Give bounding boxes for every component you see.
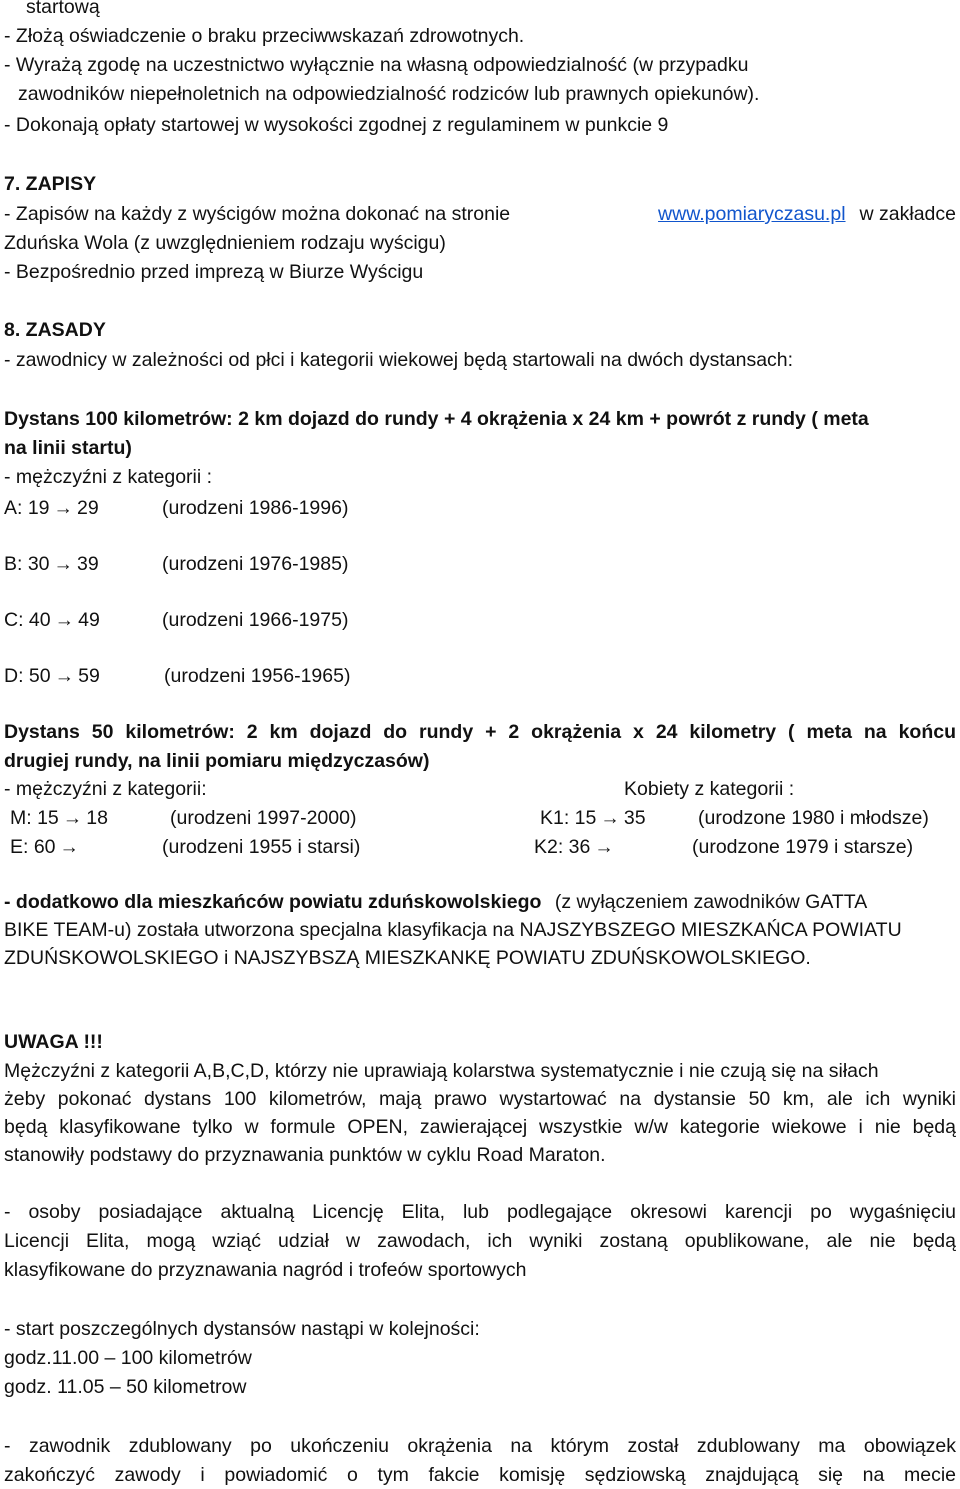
category-m-label: M: 15 — [10, 807, 59, 829]
dystans-100-line-2: na linii startu) — [4, 437, 132, 459]
extra-classification-line-2: BIKE TEAM-u) została utworzona specjalna klasyfikacja na NAJSZYBSZEGO MIESZKAŃCA POWIATU — [4, 919, 902, 941]
category-a-to: 29 — [77, 497, 99, 519]
category-e-label: E: 60 — [10, 836, 56, 858]
extra-classification-bold: - dodatkowo dla mieszkańców powiatu zduńskowolskiego — [4, 891, 542, 913]
intro-line-2: - Wyrażą zgodę na uczestnictwo wyłącznie na własną odpowiedzialność (w przypadku — [4, 54, 749, 76]
arrow-right-icon: → — [62, 807, 83, 829]
zasady-heading: 8. ZASADY — [4, 319, 106, 341]
dystans-100-line-1: Dystans 100 kilometrów: 2 km dojazd do rundy + 4 okrążenia x 24 km + powrót z rundy ( meta — [4, 408, 869, 430]
dystans-50-line-1: Dystans 50 kilometrów: 2 km dojazd do rundy + 2 okrążenia x 24 kilometry ( meta na końcu — [4, 721, 956, 743]
zapisy-line-1-after: w zakładce — [859, 203, 956, 225]
lapped-rider-line-1: - zawodnik zdublowany po ukończeniu okrążenia na którym został zdublowany ma obowiązek — [4, 1435, 956, 1457]
category-m-to: 18 — [86, 807, 108, 829]
category-c-row — [4, 606, 956, 634]
category-d-to: 59 — [78, 665, 100, 687]
uwaga-p1-line-3: będą klasyfikowane tylko w formule OPEN, zawierającej wszystkie w/w kategorie wiekowe i nie będą — [4, 1116, 956, 1138]
category-b-years: (urodzeni 1976-1985) — [162, 553, 349, 575]
category-k2-label: K2: 36 — [534, 836, 591, 858]
men-categories-label-2: - mężczyźni z kategorii: — [4, 778, 207, 800]
arrow-right-icon: → — [54, 609, 75, 631]
intro-line-3: zawodników niepełnoletnich na odpowiedzialność rodziców lub prawnych opiekunów). — [18, 83, 760, 105]
category-e-k2-row — [4, 833, 956, 861]
category-k2 — [534, 833, 618, 861]
lapped-rider-line-2: zakończyć zawody i powiadomić o tym fakcie komisję sędziowską znajdującą się na mecie — [4, 1464, 956, 1486]
uwaga-p1-line-2: żeby pokonać dystans 100 kilometrów, mają prawo wystartować na dystansie 50 km, ale ich wyniki — [4, 1088, 956, 1110]
pomiaryczasu-link[interactable]: www.pomiaryczasu.pl — [658, 203, 846, 225]
start-order-line-2: godz.11.00 – 100 kilometrów — [4, 1347, 252, 1369]
category-b-to: 39 — [77, 553, 99, 575]
arrow-right-icon: → — [59, 836, 80, 858]
categories-header-row — [4, 775, 956, 803]
men-categories-label: - mężczyźni z kategorii : — [4, 466, 213, 488]
uwaga-p2-line-1: - osoby posiadające aktualną Licencję Elita, lub podlegające okresowi karencji po wygaśnięciu — [4, 1201, 956, 1223]
category-d-label: D: 50 — [4, 665, 51, 687]
category-k1 — [540, 804, 646, 832]
arrow-right-icon: → — [600, 807, 620, 829]
category-c-years: (urodzeni 1966-1975) — [162, 609, 349, 631]
zapisy-heading: 7. ZAPISY — [4, 173, 97, 195]
category-a-years: (urodzeni 1986-1996) — [162, 497, 349, 519]
intro-line-4: - Dokonają opłaty startowej w wysokości zgodnej z regulaminem w punkcie 9 — [4, 114, 669, 136]
zapisy-line-1 — [4, 200, 956, 228]
uwaga-p2-line-2: Licencji Elita, mogą wziąć udział w zawodach, ich wyniki zostaną opublikowane, ale nie będą — [4, 1230, 956, 1252]
category-k1-label: K1: 15 — [540, 807, 597, 829]
uwaga-p1-line-4: stanowiły podstawy do przyznawania punktów w cyklu Road Maraton. — [4, 1144, 606, 1166]
category-c-to: 49 — [78, 609, 100, 631]
category-d-years: (urodzeni 1956-1965) — [164, 665, 351, 687]
arrow-right-icon: → — [594, 836, 614, 858]
category-k2-years: (urodzone 1979 i starsze) — [692, 836, 914, 858]
category-m-years: (urodzeni 1997-2000) — [170, 807, 357, 829]
zapisy-line-1-end — [658, 200, 956, 228]
uwaga-p1-line-1: Mężczyźni z kategorii A,B,C,D, którzy nie uprawiają kolarstwa systematycznie i nie czują się na siłach — [4, 1060, 879, 1082]
extra-classification-rest: (z wyłączeniem zawodników GATTA — [554, 891, 868, 913]
zapisy-line-1-start: - Zapisów na każdy z wyścigów można dokonać na stronie — [4, 203, 511, 225]
extra-classification-line-3: ZDUŃSKOWOLSKIEGO i NAJSZYBSZĄ MIESZKANKĘ POWIATU ZDUŃSKOWOLSKIEGO. — [4, 947, 811, 969]
category-k1-years: (urodzone 1980 i młodsze) — [698, 807, 929, 829]
category-b-row — [4, 550, 956, 578]
dystans-50-line-2: drugiej rundy, na linii pomiaru międzyczasów) — [4, 750, 430, 772]
intro-line-1: - Złożą oświadczenie o braku przeciwwskazań zdrowotnych. — [4, 25, 525, 47]
arrow-right-icon: → — [54, 665, 75, 687]
category-b-label: B: 30 — [4, 553, 50, 575]
start-order-line-3: godz. 11.05 – 50 kilometrow — [4, 1376, 247, 1398]
women-categories-label: Kobiety z kategorii : — [624, 778, 795, 800]
uwaga-p2-line-3: klasyfikowane do przyznawania nagród i trofeów sportowych — [4, 1259, 527, 1281]
category-d-row — [4, 662, 956, 690]
category-c-label: C: 40 — [4, 609, 51, 631]
zapisy-line-2: Zduńska Wola (z uwzględnieniem rodzaju wyścigu) — [4, 232, 446, 254]
arrow-right-icon: → — [53, 497, 74, 519]
category-k1-to: 35 — [623, 807, 646, 829]
extra-classification-line-1 — [4, 888, 956, 916]
start-order-line-1: - start poszczególnych dystansów nastąpi w kolejności: — [4, 1318, 480, 1340]
category-m-k1-row — [4, 804, 956, 832]
intro-line-0: startową — [26, 0, 100, 18]
arrow-right-icon: → — [53, 553, 74, 575]
uwaga-heading: UWAGA !!! — [4, 1031, 103, 1053]
zasady-intro: - zawodnicy w zależności od płci i kategorii wiekowej będą startowali na dwóch dystansach: — [4, 349, 794, 371]
category-a-label: A: 19 — [4, 497, 50, 519]
zapisy-line-3: - Bezpośrednio przed imprezą w Biurze Wyścigu — [4, 261, 424, 283]
category-e-years: (urodzeni 1955 i starsi) — [162, 836, 361, 858]
category-a-row — [4, 494, 956, 522]
